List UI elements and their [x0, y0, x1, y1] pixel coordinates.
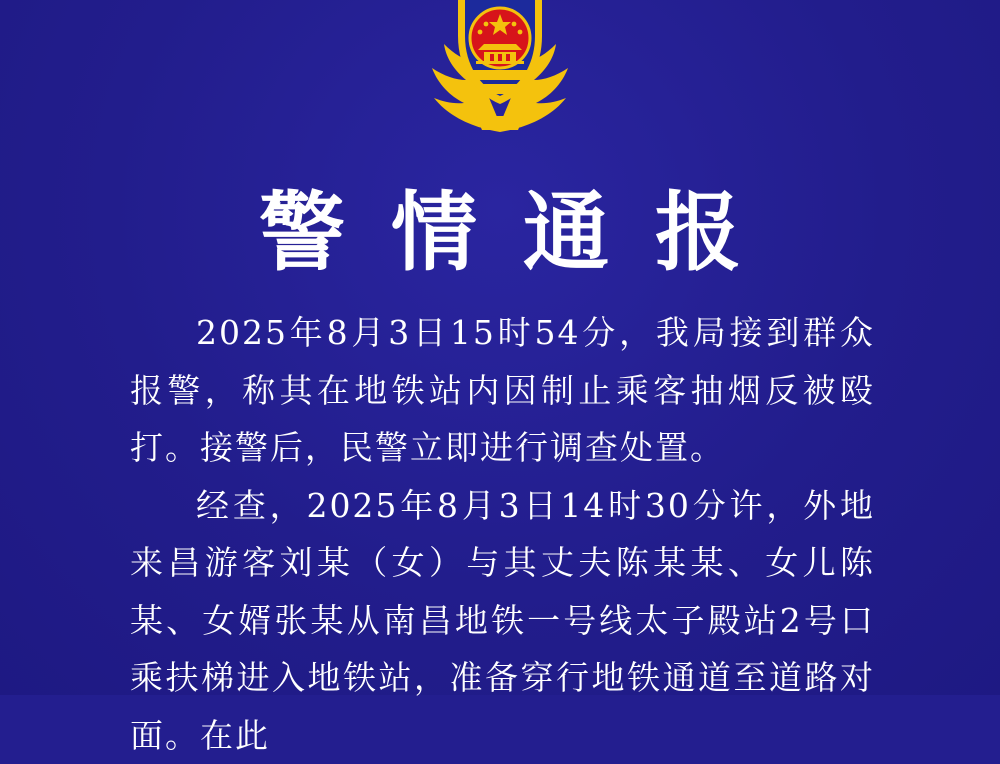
notice-body — [130, 304, 875, 764]
notice-paragraph-2: 经查，2025年8月3日14时30分许，外地来昌游客刘某（女）与其丈夫陈某某、女儿陈某、女婿张某从南昌地铁一号线太子殿站2号口乘扶梯进入地铁站，准备穿行地铁通道至道路对面。在此 — [130, 477, 875, 764]
police-emblem-icon — [420, 0, 580, 135]
notice-paragraph-1: 2025年8月3日15时54分，我局接到群众报警，称其在地铁站内因制止乘客抽烟反被殴打。接警后，民警立即进行调查处置。 — [130, 304, 875, 477]
notice-title: 警情通报 — [0, 183, 1000, 283]
